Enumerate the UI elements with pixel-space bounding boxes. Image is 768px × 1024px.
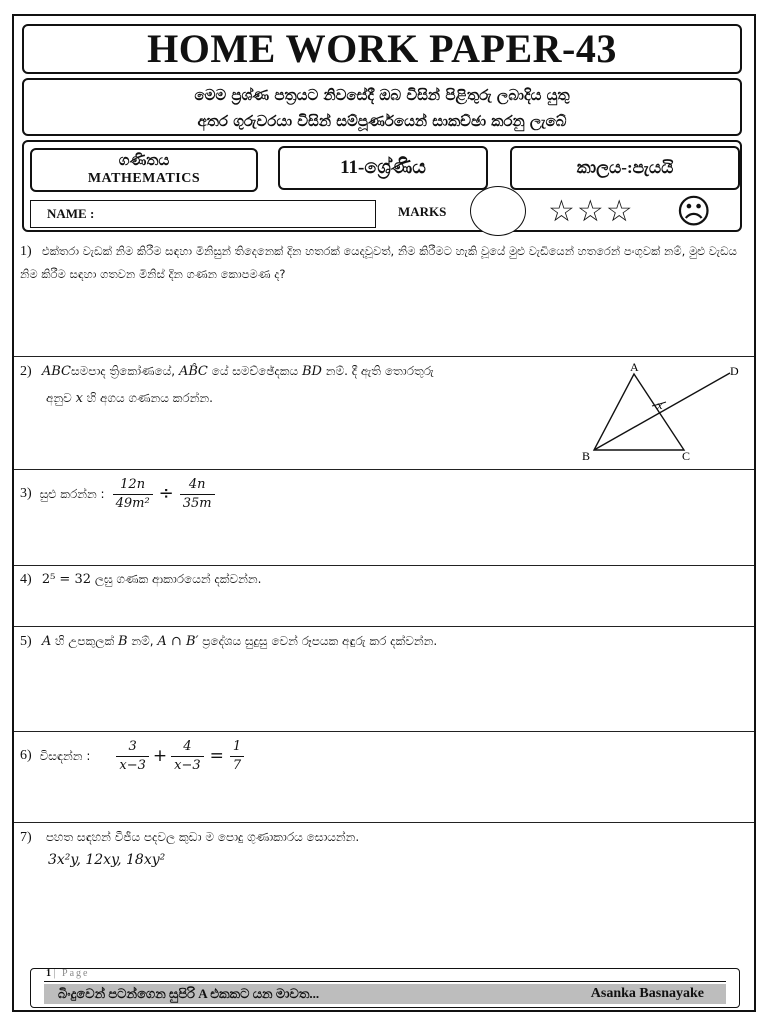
math-abc: ABC: [41, 364, 71, 379]
denominator: x−3: [119, 757, 146, 773]
question-text: හි උපකුලක්: [51, 634, 119, 648]
name-field[interactable]: [30, 200, 376, 228]
question-text: සමපාද ත්‍රිකෝණයේ,: [70, 364, 179, 378]
fraction-2: [180, 476, 215, 513]
grade-box: 11-ශ්‍රේණිය: [278, 146, 488, 190]
math-x: x: [75, 391, 83, 406]
label-b: B: [582, 449, 591, 463]
math-bd: BD: [301, 364, 322, 379]
question-number: 7): [20, 830, 32, 845]
question-text: නම්,: [127, 634, 158, 648]
question-text: සුළු කරන්න :: [39, 487, 105, 501]
numerator: 3: [116, 738, 149, 757]
question-text: විසඳන්න :: [39, 749, 91, 763]
footer-divider: [44, 981, 726, 982]
label-x: x: [657, 401, 663, 412]
question-number: 6): [20, 748, 32, 763]
question-text: ලඝු ගණක ආකාරයෙන් දක්වන්න.: [91, 572, 262, 586]
question-text: හි අගය ගණනය කරන්න.: [82, 391, 213, 405]
math-a: A: [41, 634, 52, 649]
page-word: | Page: [53, 968, 90, 979]
marks-circle[interactable]: [470, 186, 526, 236]
label-d: D: [730, 364, 739, 378]
subject-sinhala: ගණිතය: [118, 153, 170, 169]
numerator: 4: [171, 738, 204, 757]
math-b: B: [118, 634, 128, 649]
instruction-box: [22, 78, 742, 136]
fraction-1: [116, 738, 149, 775]
instruction-line-2: අතර ගුරුවරයා විසින් සම්පූර්ණයෙන් සාකච්ඡා කරනු ලැබේ: [197, 112, 567, 130]
divider: [14, 731, 754, 732]
denominator: 35m: [182, 495, 212, 511]
fraction-3: [230, 738, 244, 775]
operator: +: [152, 746, 168, 766]
numerator: 4n: [180, 476, 215, 495]
rating-stars: ☆☆☆: [548, 194, 635, 229]
question-text: අනුව: [46, 391, 76, 405]
fraction-2: [171, 738, 204, 775]
math-angle-abc: AB̂C: [178, 364, 208, 379]
question-text: යේ සමච්ඡේදකය: [207, 364, 302, 378]
question-2: [20, 360, 580, 410]
subject-box: [30, 148, 258, 192]
time-box: කාලය-:පැයයි: [510, 146, 740, 190]
question-text: එක්තරා වැඩක් නිම කිරීම සඳහා මිනිසුන් තිදෙනෙක් දින හතරක් යෙදවූවත්, නිම කිරීමට හැකි වූයේ මුළු වැඩියෙන් හතරෙන් පංගුවක් නම්, මුළු වැඩය නිම කිරීම සඳහා ගතවන මිනිස් දින ගණන කොපමණ ද?: [20, 244, 737, 281]
divider: [14, 356, 754, 357]
question-6: [20, 734, 420, 778]
question-number: 5): [20, 634, 32, 649]
question-3: [20, 474, 420, 514]
math-expression: 2⁵ = 32: [41, 572, 91, 587]
divider: [14, 626, 754, 627]
denominator: 7: [232, 757, 242, 773]
question-number: 3): [20, 486, 32, 501]
name-label: NAME :: [47, 206, 95, 221]
page-title: HOME WORK PAPER-43: [22, 24, 742, 74]
footer-author: Asanka Basnayake: [590, 986, 704, 1001]
numerator: 1: [230, 738, 244, 757]
triangle-diagram: [570, 360, 750, 470]
question-5: [20, 630, 750, 653]
numerator: 12n: [113, 476, 153, 495]
question-7: [20, 826, 740, 871]
fraction-1: [113, 476, 153, 513]
equals: =: [209, 746, 224, 766]
operator: ÷: [158, 483, 174, 504]
math-intersection: A ∩ B′: [157, 634, 199, 649]
marks-label: MARKS: [398, 204, 447, 219]
question-text: පහත සඳහන් වීජීය පදවල කුඩා ම පොදු ගුණාකාරය සොයන්න.: [45, 830, 360, 844]
divider: [14, 469, 754, 470]
page-number-label: [46, 968, 89, 979]
question-text: ප්‍රදේශය සුදුසු වෙන් රූපයක අඳුරු කර දක්වන්න.: [198, 634, 438, 648]
divider: [14, 822, 754, 823]
triangle-abc: [594, 374, 684, 450]
question-4: [20, 568, 740, 591]
question-number: 1): [20, 244, 32, 259]
subject-english: MATHEMATICS: [87, 171, 201, 186]
divider: [14, 565, 754, 566]
denominator: x−3: [174, 757, 201, 773]
question-number: 2): [20, 364, 32, 379]
label-a: A: [630, 360, 639, 374]
page-number: 1: [46, 968, 51, 979]
instruction-line-1: මෙම ප්‍රශ්ණ පත්‍රයට නිවසේදී ඔබ විසින් පිළිතුරු ලබාදිය යුතු: [194, 86, 570, 104]
question-text: නම්. දී ඇති තොරතුරු: [321, 364, 434, 378]
sad-face-icon: ☹: [676, 192, 712, 232]
question-1: [20, 240, 750, 286]
math-expression: 3x²y, 12xy, 18xy²: [48, 852, 166, 868]
denominator: 49m²: [115, 495, 150, 511]
footer-bar: [44, 984, 726, 1004]
label-c: C: [682, 449, 691, 463]
footer-motto: බිංදුවෙන් පටන්ගෙන සුපිරි A එකකට යන මාවත...: [58, 986, 320, 1001]
question-number: 4): [20, 572, 32, 587]
